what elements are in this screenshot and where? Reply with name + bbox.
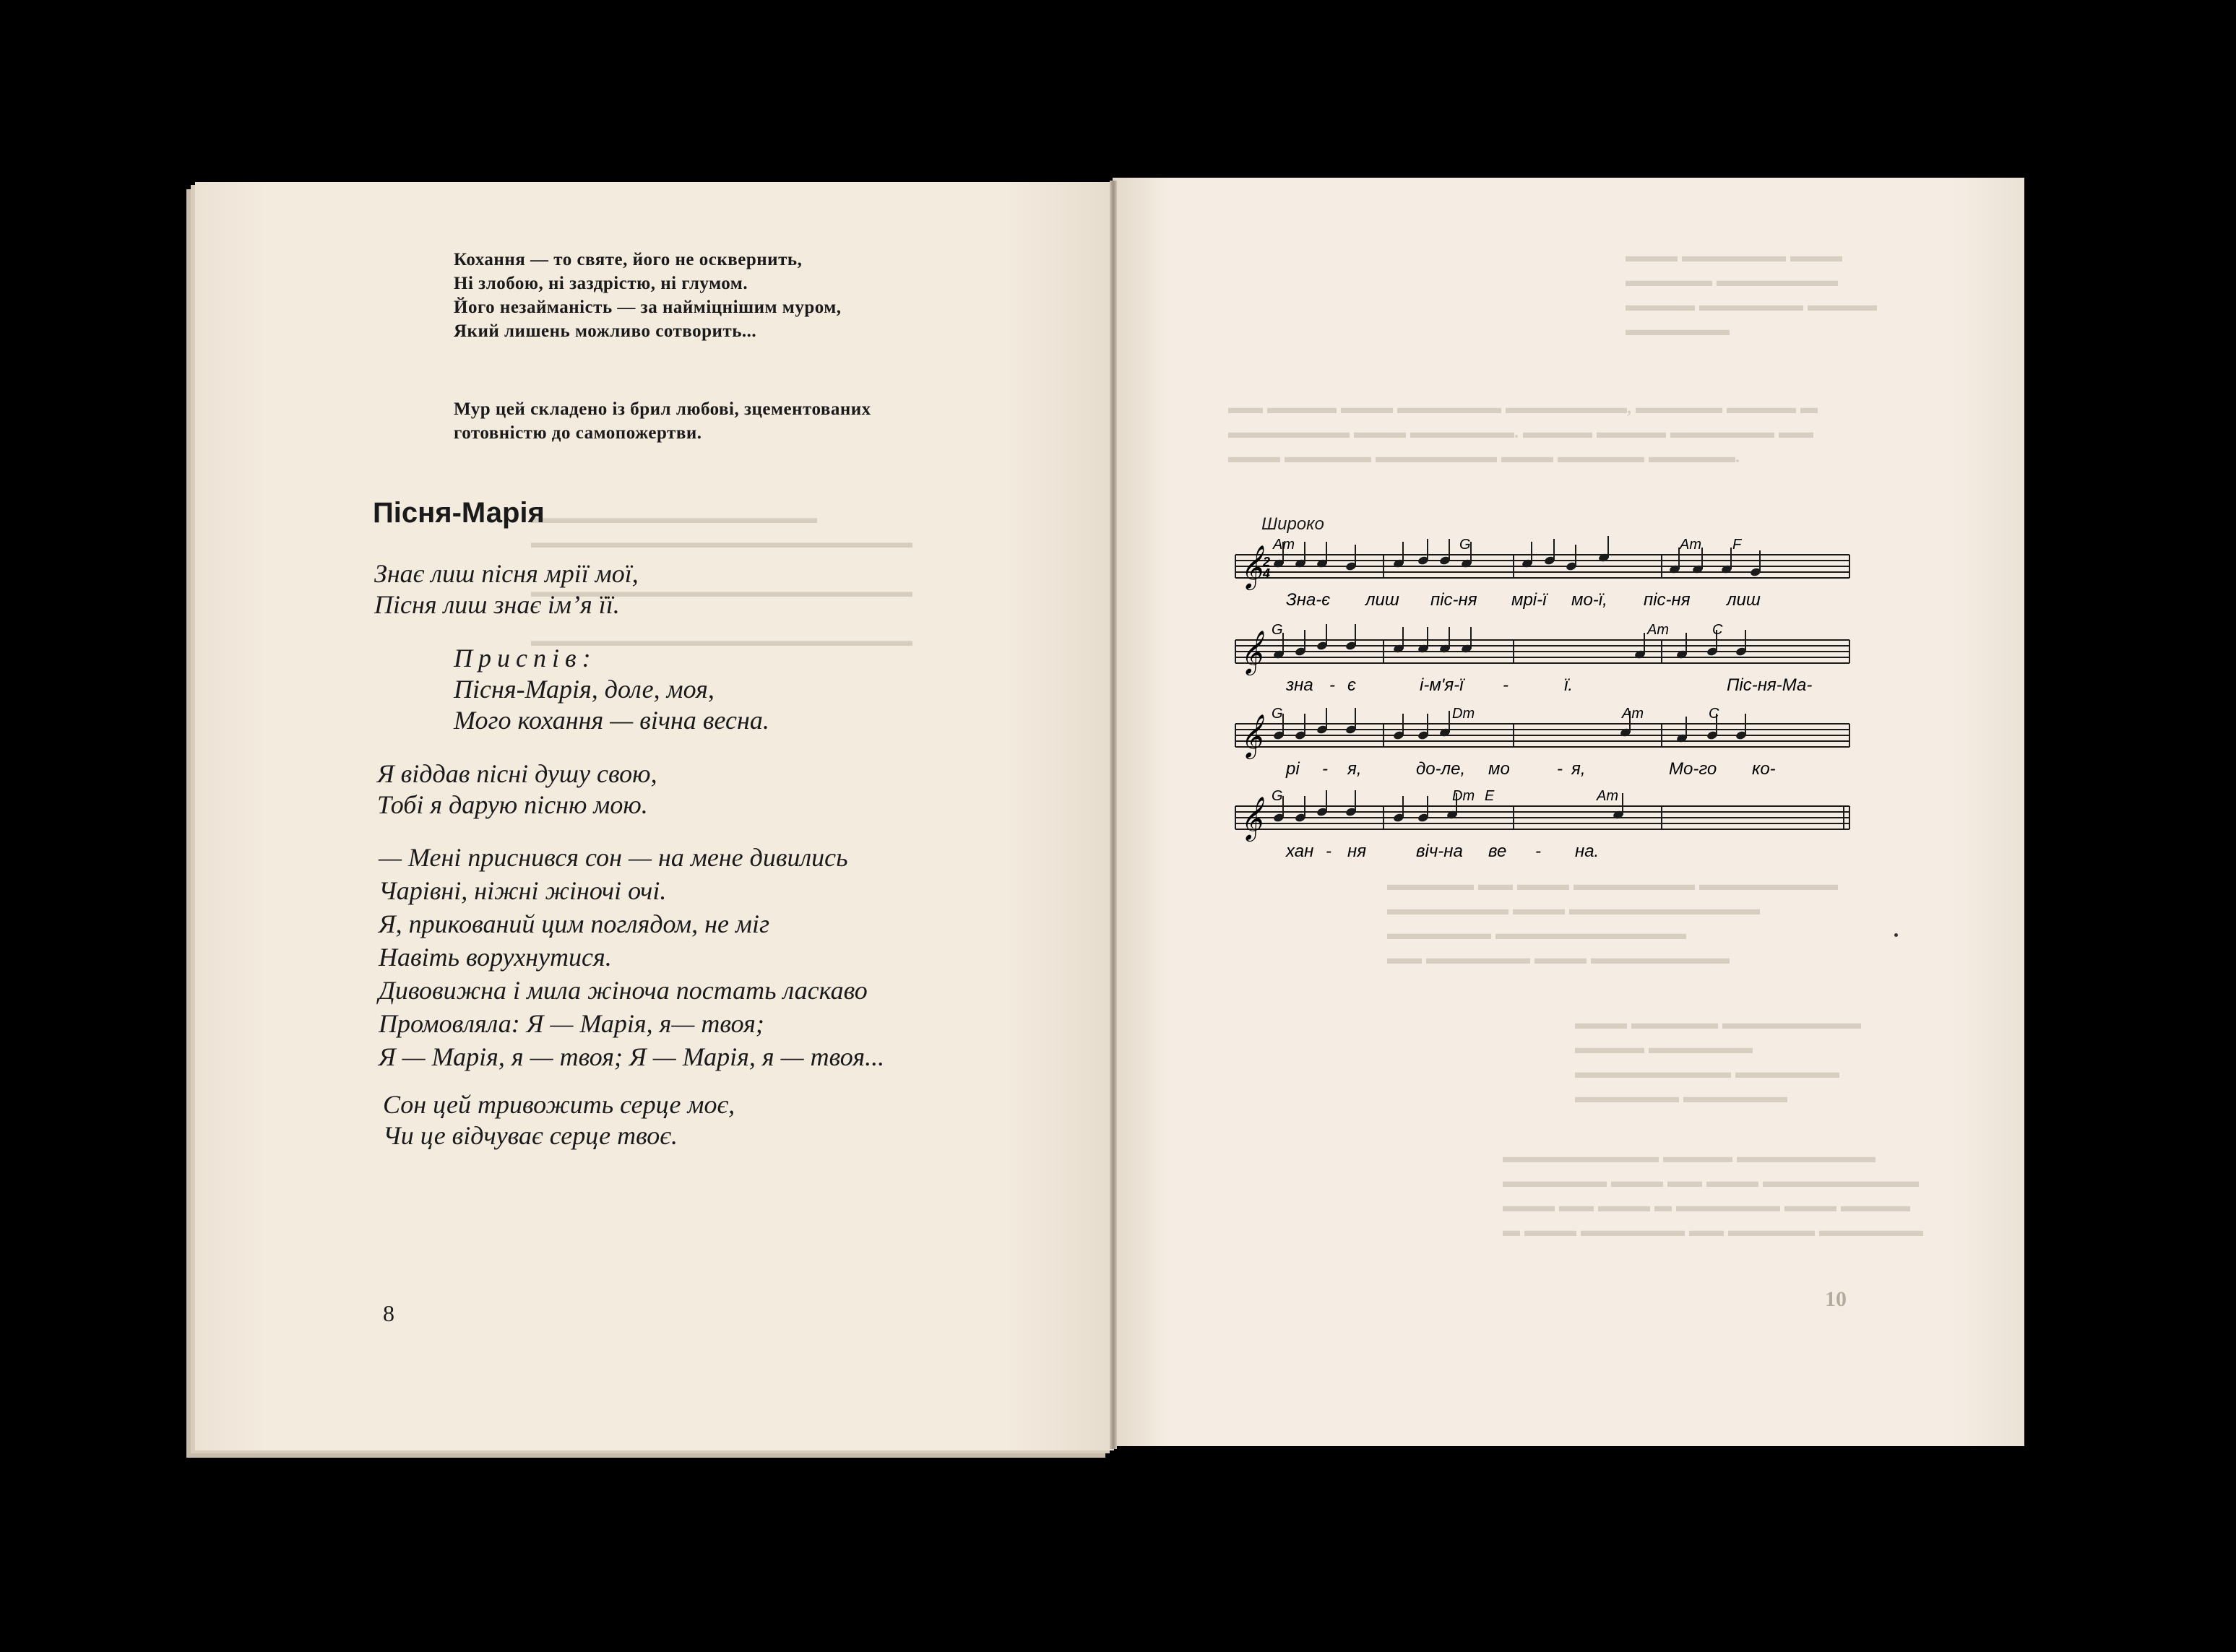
verse-line: Чи це відчуває серце твоє. [383, 1121, 678, 1150]
lyric-syllable: лиш [1365, 590, 1399, 610]
staff-system [1235, 706, 1849, 779]
chord-symbol: Am [1622, 706, 1644, 722]
chord-symbol: C [1709, 706, 1719, 722]
chord-symbol: Dm [1452, 788, 1475, 804]
verse-line: Тобі я дарую пісню мою. [377, 790, 648, 819]
verse-line: Я віддав пісні душу свою, [377, 759, 657, 788]
lyric-syllable: хан [1286, 842, 1314, 861]
verse-line: Знає лиш пісня мрії мої, [374, 559, 639, 588]
chord-symbol: F [1732, 537, 1742, 553]
lyric-syllable: Мо-го [1669, 759, 1717, 779]
time-signature: 2 [1263, 555, 1271, 569]
refrain [454, 643, 769, 736]
lyric-syllable: піс-ня [1430, 590, 1477, 610]
treble-clef-icon: 𝄞 [1240, 797, 1262, 839]
verse-line: Я — Марія, я — твоя; Я — Марія, я — твоя... [379, 1042, 885, 1071]
lyric-syllable: я, [1347, 759, 1362, 779]
refrain-label: Приспів: [454, 644, 597, 673]
verse-line: Я, прикований цим поглядом, не міг [379, 909, 770, 938]
lyric-syllable: - [1557, 759, 1563, 779]
epigraph-prose [454, 397, 1003, 445]
lyric-syllable: мрі-ї [1511, 590, 1547, 610]
verse-line: — Мені приснився сон — на мене дивились [379, 843, 848, 872]
lyric-syllable: піс-ня [1644, 590, 1691, 610]
lyric-syllable: ко- [1752, 759, 1776, 779]
chord-symbol: Am [1273, 537, 1295, 553]
staff-system [1235, 536, 1849, 610]
page-number: 8 [383, 1300, 394, 1326]
stanza [374, 558, 639, 620]
verse-line: Промовляла: Я — Марія, я— твоя; [379, 1009, 764, 1038]
chord-symbol: Am [1647, 622, 1669, 638]
sheet-music [1228, 535, 1864, 896]
epigraph-line: готовністю до самопожертви. [454, 423, 702, 443]
verse-line: Чарівні, ніжні жіночі очі. [379, 876, 667, 905]
verse-line: Сон цей тривожить серце моє, [383, 1090, 735, 1119]
lyric-syllable: є [1347, 675, 1356, 695]
tempo-marking: Широко [1261, 514, 1324, 534]
book-gutter [1110, 181, 1117, 1449]
chord-symbol: Am [1597, 788, 1618, 804]
stanza [377, 758, 657, 821]
lyric-syllable: - [1535, 842, 1541, 861]
lyric-syllable: Зна-є [1286, 590, 1331, 610]
lyric-syllable: - [1322, 759, 1328, 779]
bleed-through-text: ▬▬▬▬▬▬▬▬▬ ▬▬▬▬ ▬▬▬▬▬▬▬▬ ▬▬▬▬▬▬ ▬▬▬ ▬▬ ▬▬▬ ▬▬▬▬▬▬▬▬▬ ▬▬▬ ▬▬ ▬▬▬ ▬ ▬▬▬▬▬▬ ▬▬▬ ▬▬▬▬ ▬ ▬▬▬ ▬▬▬▬▬▬ ▬▬ ▬▬▬▬▬ ▬▬▬▬▬▬ [1503, 1148, 1923, 1240]
staff-system [1235, 622, 1849, 695]
lyric-syllable: мо-ї, [1571, 590, 1607, 610]
bleed-through-text: ▬▬▬ ▬▬▬▬▬▬ ▬▬▬ ▬▬▬▬▬ ▬▬▬▬▬▬▬ ▬▬▬▬ ▬▬▬▬▬▬ ▬▬▬▬ ▬▬▬▬▬▬ [1626, 247, 1877, 340]
verse-line: Пісня лиш знає ім’я її. [374, 590, 620, 619]
verse-line: Навіть ворухнутися. [379, 943, 612, 972]
time-signature: 4 [1263, 566, 1271, 581]
chord-symbol: G [1272, 706, 1283, 722]
epigraph-line: Який лишень можливо сотворить... [454, 321, 757, 341]
lyric-syllable: ї. [1564, 675, 1573, 695]
lyric-syllable: Піс-ня-Ма- [1727, 675, 1813, 695]
lyric-syllable: - [1329, 675, 1335, 695]
epigraph-line: Його незайманість — за найміцнішим муром, [454, 298, 842, 317]
chord-symbol: Dm [1452, 706, 1475, 722]
epigraph-line: Ні злобою, ні заздрістю, ні глумом. [454, 274, 748, 293]
chord-symbol: C [1712, 622, 1723, 638]
lyric-syllable: мо [1488, 759, 1510, 779]
verse-line: Дивовижна і мила жіноча постать ласкаво [379, 976, 868, 1005]
bleed-through-text: ▬▬▬ ▬▬▬▬▬ ▬▬▬▬▬▬▬▬ ▬▬▬▬ ▬▬▬▬▬▬ ▬▬▬▬▬▬▬▬▬ ▬▬▬▬▬▬ ▬▬▬▬▬▬ ▬▬▬▬▬▬ [1575, 1014, 1861, 1107]
lyric-syllable: - [1503, 675, 1508, 695]
epigraph-line: Кохання — то святе, його не осквернить, [454, 250, 803, 269]
verse-line: Мого кохання — вічна весна. [454, 706, 769, 735]
epigraph-line: Мур цей складено із брил любові, зцементованих [454, 399, 871, 419]
bleed-through-text: ▬▬ ▬▬▬▬ ▬▬▬ ▬▬▬▬▬▬ ▬▬▬▬▬▬▬, ▬▬▬▬▬ ▬▬▬▬ ▬ ▬▬▬▬▬▬▬ ▬▬▬ ▬▬▬▬▬▬. ▬▬▬▬ ▬▬▬▬ ▬▬▬▬▬▬ ▬▬ ▬▬▬ ▬▬▬▬▬ ▬▬▬▬▬▬▬ ▬▬▬ ▬▬▬▬▬ ▬▬▬▬▬. [1228, 399, 1818, 467]
treble-clef-icon: 𝄞 [1240, 546, 1262, 588]
lyric-syllable: ве [1488, 842, 1507, 861]
lyric-syllable: я, [1571, 759, 1586, 779]
lyric-syllable: до-ле, [1416, 759, 1466, 779]
chord-symbol: G [1272, 622, 1283, 638]
lyric-syllable: рі [1286, 759, 1300, 779]
lyric-syllable: і-м'я-ї [1420, 675, 1464, 695]
lyric-syllable: лиш [1727, 590, 1761, 610]
song-title: Пісня-Марія [373, 497, 545, 529]
lyric-syllable: зна [1286, 675, 1313, 695]
lyric-syllable: ня [1347, 842, 1367, 861]
lyric-syllable: віч-на [1416, 842, 1463, 861]
speck [1894, 933, 1898, 937]
bleed-through-music: ▬▬▬▬▬▬▬▬▬▬▬▬▬▬▬▬▬▬ ▬▬▬▬▬▬▬▬▬▬▬▬▬▬▬▬▬▬▬▬▬▬▬▬ ▬▬▬▬▬▬▬▬▬▬▬▬▬▬▬▬▬▬▬▬▬▬▬▬ ▬▬▬▬▬▬▬▬▬▬▬▬▬▬▬▬▬▬▬▬▬▬▬▬ [531, 509, 912, 649]
chord-symbol: G [1272, 788, 1283, 804]
chord-symbol: G [1459, 537, 1471, 553]
treble-clef-icon: 𝄞 [1240, 715, 1262, 757]
treble-clef-icon: 𝄞 [1240, 631, 1262, 673]
lyric-syllable: - [1326, 842, 1331, 861]
stanza [383, 1089, 735, 1151]
lyric-syllable: на. [1575, 842, 1600, 861]
page-number: 10 [1825, 1287, 1847, 1311]
stanza [379, 841, 884, 1073]
verse-line: Пісня-Марія, доле, моя, [454, 675, 715, 704]
staff-system [1235, 788, 1849, 861]
chord-symbol: E [1485, 788, 1495, 804]
chord-symbol: Am [1680, 537, 1701, 553]
epigraph-poem [454, 248, 842, 343]
bleed-through-text: ▬▬▬▬▬ ▬▬ ▬▬▬ ▬▬▬▬▬▬▬ ▬▬▬▬▬▬▬▬ ▬▬▬▬▬▬▬ ▬▬▬ ▬▬▬▬▬▬▬▬▬▬▬ ▬▬▬▬▬▬ ▬▬▬▬▬▬▬▬▬▬▬ ▬▬ ▬▬▬▬▬▬ ▬▬▬ ▬▬▬▬▬▬▬▬ [1387, 875, 1838, 968]
